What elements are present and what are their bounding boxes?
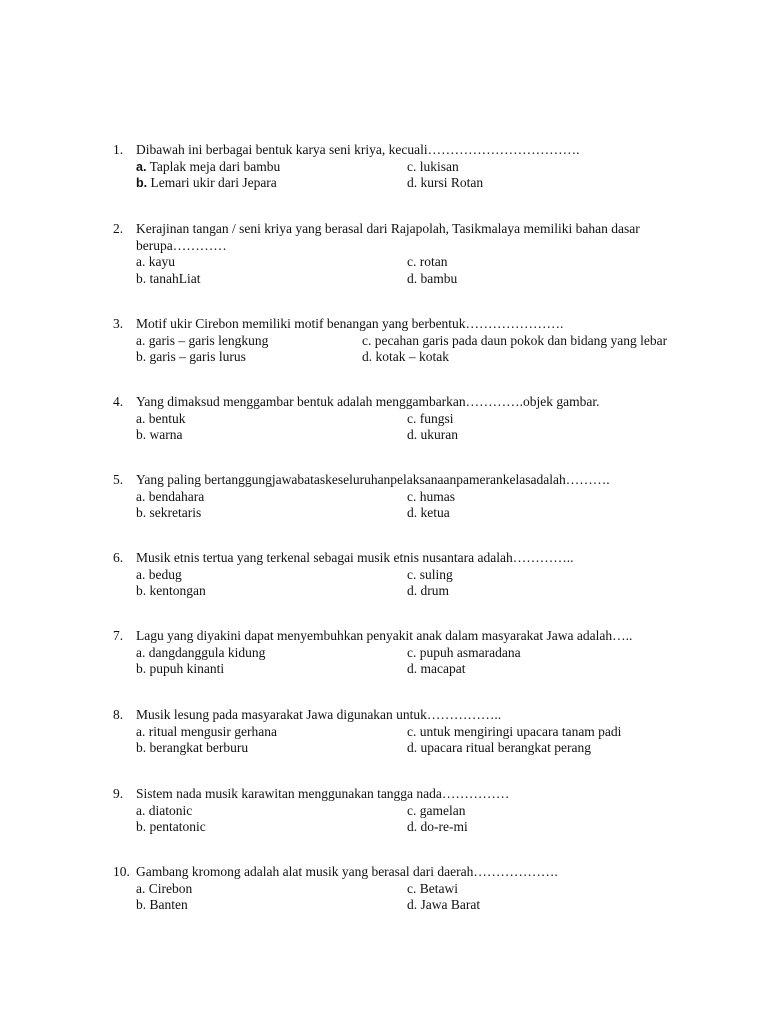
option-a [136,159,280,176]
option-a [136,567,182,584]
option-text: Cirebon [145,880,193,896]
option-c: c. lukisan [407,158,459,174]
option-letter: b. [136,897,147,912]
option-text: Lemari ukir dari Jepara [147,175,277,190]
option-letter: b. [136,505,147,520]
option-b [136,427,182,444]
question-number: 4. [113,394,124,409]
question-text: Motif ukir Cirebon memiliki motif benangan yang berbentuk…………………. [136,316,564,331]
option-letter: a. [136,723,146,739]
option-a [136,254,175,271]
option-text: pupuh kinanti [146,661,225,676]
option-b [136,661,224,678]
option-text: diatonic [145,802,193,818]
option-letter: b. [136,583,147,598]
option-d: d. ukuran [407,427,458,442]
question-8 [0,707,768,757]
question-3 [0,316,768,366]
option-text: kayu [145,254,175,269]
question-4 [0,394,768,444]
option-text: sekretaris [146,505,202,520]
option-c: c. untuk mengiringi upacara tanam padi [407,723,622,739]
option-text: tanahLiat [146,270,201,286]
question-9 [0,786,768,836]
option-a [136,803,192,820]
question-text: Lagu yang diyakini dapat menyembuhkan penyakit anak dalam masyarakat Jawa adalah….. [136,628,633,643]
option-c: c. fungsi [407,410,454,426]
option-text: kentongan [146,583,206,598]
option-letter: b. [136,427,147,442]
option-letter: a. [136,254,146,269]
option-c: c. rotan [407,254,448,269]
question-6 [0,550,768,600]
option-letter: a. [136,488,146,504]
option-d: d. ketua [407,505,450,520]
option-c: c. pupuh asmaradana [407,644,521,660]
option-b [136,349,246,366]
option-letter: a. [136,566,146,582]
question-10 [0,864,768,914]
option-letter: b. [136,176,148,190]
question-number: 6. [113,550,124,565]
option-letter: b. [136,740,147,755]
option-b [136,583,206,600]
option-a [136,881,192,898]
question-text: Musik lesung pada masyarakat Jawa digunakan untuk…………….. [136,707,502,722]
option-letter: a. [136,159,147,174]
option-c: c. gamelan [407,802,466,818]
option-text: garis – garis lurus [146,349,246,364]
option-text: bedug [145,566,182,582]
option-text: bendahara [145,488,205,504]
option-text: garis – garis lengkung [145,332,269,348]
option-b [136,271,200,288]
question-number: 5. [113,472,124,487]
option-d: d. drum [407,583,449,598]
option-c: c. Betawi [407,880,458,896]
option-text: pentatonic [146,819,206,834]
option-letter: b. [136,661,147,676]
option-text: berangkat berburu [146,740,249,755]
option-b [136,175,277,192]
question-text: Yang paling bertanggungjawabataskeseluruhanpelaksanaanpamerankelasadalah………. [136,472,610,487]
question-number: 8. [113,707,124,722]
option-b [136,740,248,757]
question-number: 2. [113,221,124,236]
option-letter: a. [136,332,146,348]
question-number: 9. [113,786,124,801]
option-a [136,489,204,506]
option-d: d. bambu [407,270,458,286]
option-text: dangdanggula kidung [145,644,266,660]
option-a [136,645,265,662]
option-d: d. macapat [407,661,466,676]
option-a [136,411,186,428]
option-d: d. upacara ritual berangkat perang [407,740,592,755]
option-letter: a. [136,644,146,660]
option-letter: a. [136,880,146,896]
option-c: c. pecahan garis pada daun pokok dan bidang yang lebar [362,332,668,348]
question-text: Dibawah ini berbagai bentuk karya seni kriya, kecuali……………………………. [136,142,580,157]
question-2 [0,221,768,287]
option-text: ritual mengusir gerhana [145,723,277,739]
option-d: d. kursi Rotan [407,175,484,190]
question-number: 10. [113,864,130,879]
option-a [136,333,268,350]
question-text: Kerajinan tangan / seni kriya yang berasal dari Rajapolah, Tasikmalaya memiliki bahan dasar berupa………… [136,221,640,253]
option-d: d. kotak – kotak [362,349,449,364]
option-text: Banten [146,897,188,912]
option-text: Taplak meja dari bambu [146,158,281,174]
question-5 [0,472,768,522]
option-text: bentuk [145,410,186,426]
question-number: 3. [113,316,124,331]
option-b [136,819,206,836]
question-text: Sistem nada musik karawitan menggunakan tangga nada…………… [136,786,510,801]
option-c: c. suling [407,566,453,582]
question-number: 1. [113,142,124,157]
question-text: Yang dimaksud menggambar bentuk adalah menggambarkan………….objek gambar. [136,394,600,409]
option-letter: b. [136,349,147,364]
option-d: d. do-re-mi [407,819,468,834]
option-letter: a. [136,802,146,818]
option-letter: a. [136,410,146,426]
option-b [136,897,188,914]
option-text: warna [146,427,183,442]
question-text: Musik etnis tertua yang terkenal sebagai musik etnis nusantara adalah………….. [136,550,574,565]
option-a [136,724,277,741]
option-d: d. Jawa Barat [407,897,481,912]
option-c: c. humas [407,488,455,504]
question-text: Gambang kromong adalah alat musik yang berasal dari daerah………………. [136,864,558,879]
option-b [136,505,201,522]
option-letter: b. [136,270,147,286]
question-1 [0,142,768,192]
option-letter: b. [136,819,147,834]
question-7 [0,628,768,678]
question-number: 7. [113,628,124,643]
